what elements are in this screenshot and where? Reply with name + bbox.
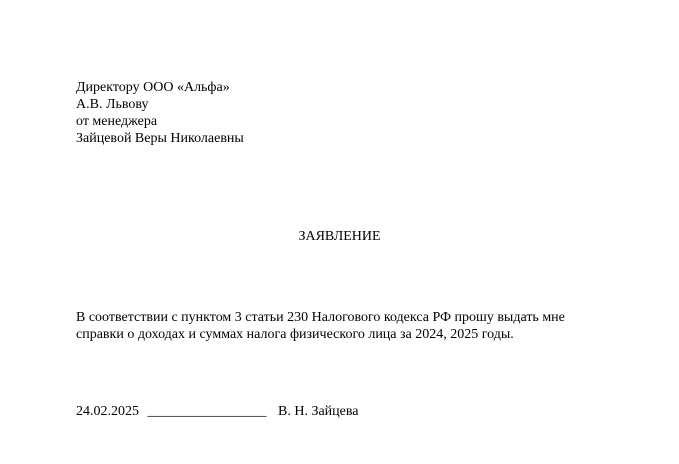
addressee-name: А.В. Львову bbox=[76, 97, 149, 112]
addressee-position: Директору ООО «Альфа» bbox=[76, 80, 230, 95]
signature-date: 24.02.2025 bbox=[76, 404, 139, 419]
signature-block bbox=[76, 403, 359, 420]
signature-name: В. Н. Зайцева bbox=[278, 404, 359, 419]
addressee-block bbox=[76, 79, 244, 147]
statement-body bbox=[76, 309, 596, 343]
signature-blank: _________________ bbox=[147, 404, 267, 419]
sender-name: Зайцевой Веры Николаевны bbox=[76, 131, 244, 146]
statement-line-2: справки о доходах и суммах налога физического лица за 2024, 2025 годы. bbox=[76, 327, 514, 342]
statement-line-1: В соответствии с пунктом 3 статьи 230 Налогового кодекса РФ прошу выдать мне bbox=[76, 310, 565, 325]
sender-role: от менеджера bbox=[76, 114, 158, 129]
document-title: ЗАЯВЛЕНИЕ bbox=[298, 229, 381, 244]
